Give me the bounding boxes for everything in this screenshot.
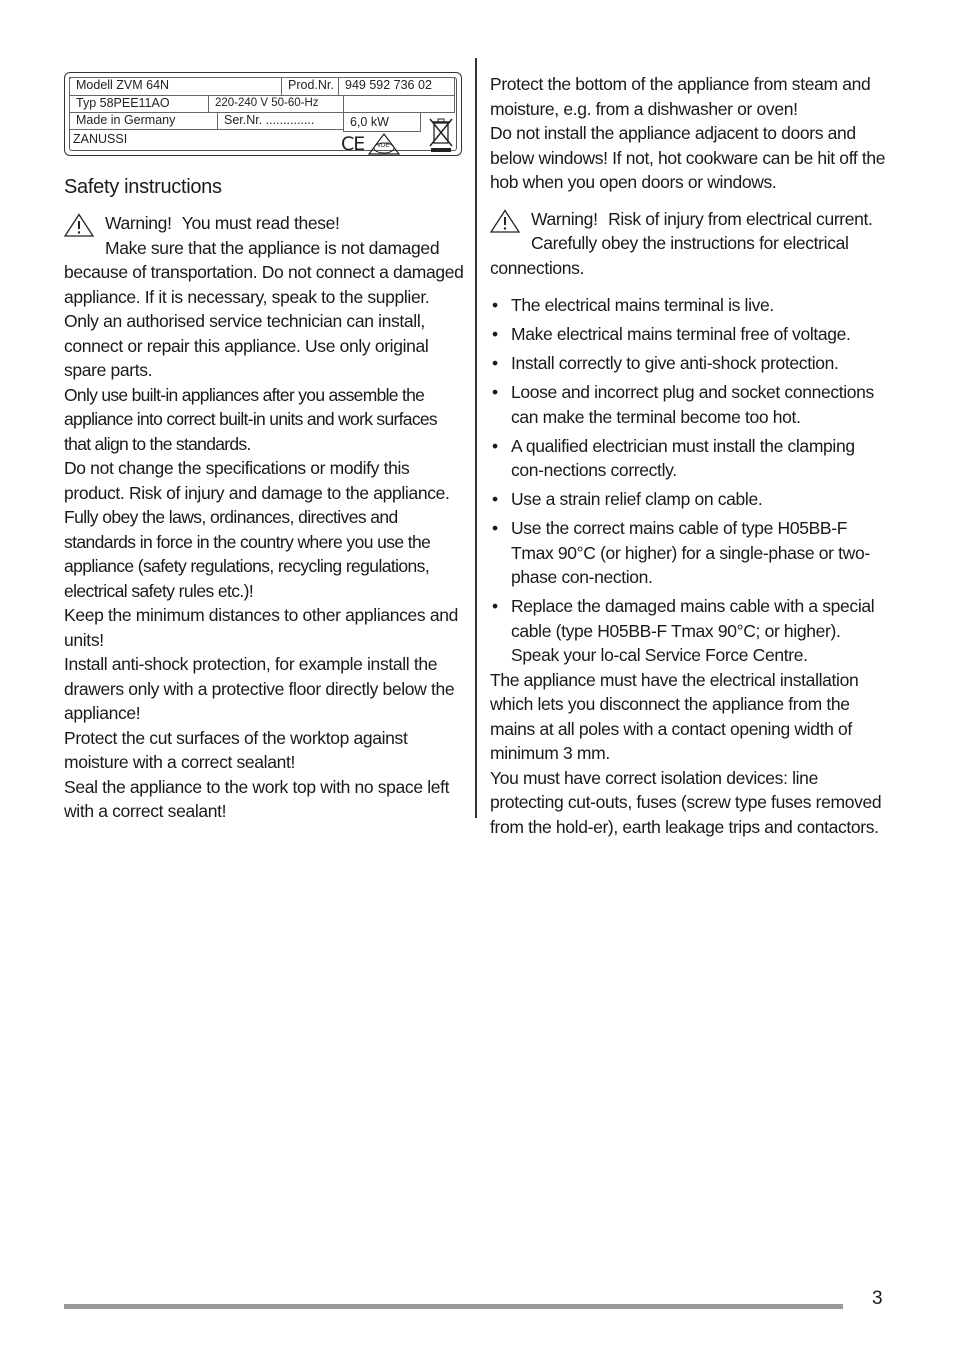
plate-prod-label: Prod.Nr. (281, 77, 339, 96)
left-column (64, 72, 466, 824)
footer-bar (64, 1304, 843, 1309)
paragraph: Seal the appliance to the work top with no space left with a correct sealant! (64, 776, 450, 821)
left-body (64, 211, 466, 824)
list-item: • Replace the damaged mains cable with a special cable (type H05BB-F Tmax 90°C; or higher). Speak your lo-cal Service Force Centre. (490, 594, 890, 668)
paragraph: Fully obey the laws, ordinances, directives and standards in force in the country where you use the appliance (safety regulations, recycling regulations, electrical safety rules etc.)! (64, 507, 431, 601)
right-body (490, 72, 890, 839)
paragraph: because of transportation. Do not connect a damaged appliance. If it is necessary, speak to the supplier. (64, 262, 464, 307)
list-item: • Install correctly to give anti-shock protection. (490, 351, 890, 376)
plate-empty-cell (343, 95, 455, 113)
paragraph: Protect the cut surfaces of the worktop against moisture with a correct sealant! (64, 727, 408, 772)
warning-continuation: Make sure that the appliance is not damaged (105, 237, 440, 258)
warning-line (64, 211, 466, 236)
warning-text: Risk of injury from electrical current. (608, 208, 873, 229)
paragraph: Only an authorised service technician can install, connect or repair this appliance. Use only original spare parts. (64, 311, 429, 380)
list-item: • Use the correct mains cable of type H05BB-F Tmax 90°C (or higher) for a single-phase or two-phase con-nection. (490, 516, 890, 590)
plate-ser-dots: .............. (265, 113, 315, 127)
warning-line (490, 207, 890, 232)
section-heading: Safety instructions (64, 176, 222, 198)
plate-model: Modell ZVM 64N (69, 77, 282, 96)
list-item: • The electrical mains terminal is live. (490, 293, 890, 318)
ce-vde-marks (341, 131, 401, 155)
column-divider (475, 58, 477, 818)
paragraph: Protect the bottom of the appliance from steam and moisture, e.g. from a dishwasher or oven! (490, 74, 871, 119)
warning-label: Warning! (105, 213, 172, 233)
vde-label: VDE (377, 143, 390, 149)
warning-end: connections. (490, 257, 585, 278)
plate-voltage: 220-240 V 50-60-Hz (208, 95, 344, 113)
list-item: • A qualified electrician must install the clamping con-nections correctly. (490, 434, 890, 483)
paragraph: Do not install the appliance adjacent to doors and below windows! If not, hot cookware can be hit off the hob when you open doors or windows. (490, 123, 886, 192)
page-number: 3 (872, 1288, 883, 1309)
plate-type: Typ 58PEE11AO (69, 95, 209, 113)
plate-serial (217, 112, 344, 130)
warning-text: You must read these! (181, 213, 340, 233)
warning-label: Warning! (531, 208, 598, 229)
paragraph: The appliance must have the electrical installation which lets you disconnect the appliance from the mains at all poles with a contact opening width of minimum 3 mm. (490, 669, 859, 763)
ce-mark: CE (341, 133, 365, 155)
list-item: • Loose and incorrect plug and socket connections can make the terminal become too hot. (490, 380, 890, 429)
list-item: • Make electrical mains terminal free of voltage. (490, 322, 890, 347)
plate-prod-value: 949 592 736 02 (338, 77, 455, 96)
warning-continuation: Carefully obey the instructions for electrical (531, 233, 849, 253)
paragraph: Do not change the specifications or modify this product. Risk of injury and damage to the appliance. (64, 458, 450, 503)
paragraph: You must have correct isolation devices: line protecting cut-outs, fuses (screw type fuses removed from the hold-er), earth leakage trips and contactors. (490, 767, 882, 837)
plate-ser-label: Ser.Nr. (224, 113, 263, 127)
paragraph: Only use built-in appliances after you assemble the appliance into correct built-in units and work surfaces that align to the standards. (64, 384, 437, 454)
rating-plate (64, 72, 462, 156)
paragraph: Install anti-shock protection, for example install the drawers only with a protective floor directly below the appliance! (64, 654, 455, 723)
warning-triangle-icon (64, 213, 94, 237)
bullet-list (490, 293, 890, 668)
plate-made-in: Made in Germany (69, 112, 218, 130)
list-item: • Use a strain relief clamp on cable. (490, 487, 890, 512)
warning-triangle-icon (490, 209, 520, 233)
paragraph: Keep the minimum distances to other appliances and units! (64, 605, 458, 650)
weee-bin-icon (427, 115, 455, 153)
plate-power: 6,0 kW (343, 112, 421, 132)
plate-brand: ZANUSSI (73, 132, 128, 146)
right-column (490, 72, 890, 839)
